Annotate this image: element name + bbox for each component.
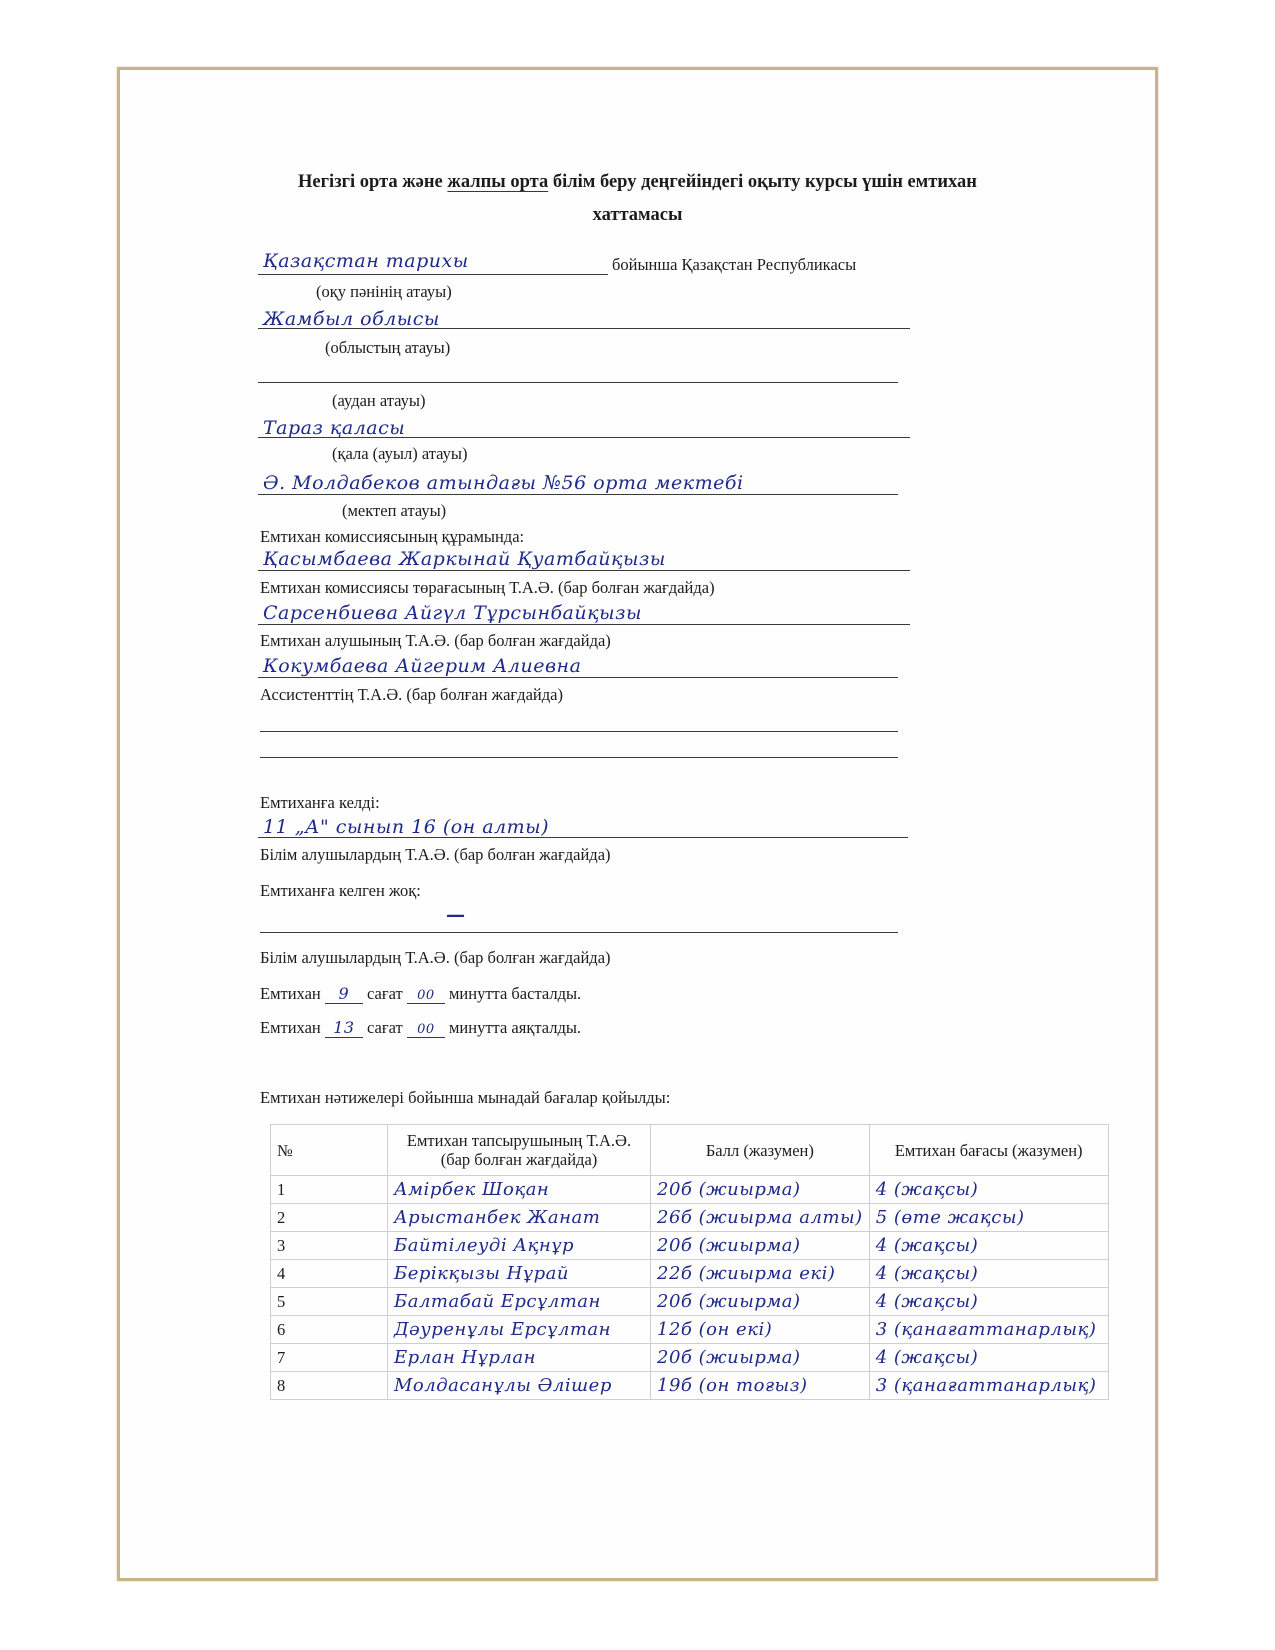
row-grade-cell	[869, 1204, 1108, 1232]
row-number-cell	[271, 1204, 388, 1232]
row-student-name-cell	[388, 1260, 651, 1288]
attended-field[interactable]: 11 „А" сынып 16 (он алты)	[263, 816, 550, 838]
assistant-caption: Ассистенттің Т.А.Ә. (бар болған жағдайда)	[260, 685, 563, 704]
row-number: 5	[277, 1291, 286, 1311]
end-minute-field[interactable]: 00	[407, 1022, 445, 1038]
assistant-field[interactable]: Кокумбаева Айгерим Алиевна	[263, 655, 582, 677]
absent-caption: Білім алушылардың Т.А.Ә. (бар болған жағдайда)	[260, 948, 611, 967]
row-score[interactable]: 20б (жиырма)	[657, 1291, 801, 1312]
blank-line-2	[260, 757, 898, 758]
table-row	[271, 1316, 1109, 1344]
absent-field[interactable]: —	[446, 904, 466, 926]
title-line-2: хаттамасы	[592, 205, 683, 225]
row-score[interactable]: 20б (жиырма)	[657, 1235, 801, 1256]
row-score-cell	[651, 1204, 870, 1232]
table-row	[271, 1204, 1109, 1232]
row-number-cell	[271, 1344, 388, 1372]
attended-heading: Емтиханға келді:	[260, 793, 380, 812]
row-score-cell	[651, 1232, 870, 1260]
row-number: 3	[277, 1235, 286, 1255]
row-score[interactable]: 20б (жиырма)	[657, 1179, 801, 1200]
chair-field[interactable]: Қасымбаева Жаркынай Қуатбайқызы	[263, 548, 666, 570]
start-minute-field[interactable]: 00	[407, 988, 445, 1004]
row-number: 8	[277, 1375, 286, 1395]
row-student-name-cell	[388, 1316, 651, 1344]
city-underline	[258, 437, 910, 438]
district-caption: (аудан атауы)	[332, 391, 426, 410]
row-student-name-cell	[388, 1344, 651, 1372]
row-score-cell	[651, 1260, 870, 1288]
region-field[interactable]: Жамбыл облысы	[263, 308, 440, 330]
assistant-underline	[258, 677, 898, 678]
start-suffix: минутта басталды.	[448, 984, 582, 1003]
row-grade-cell	[869, 1232, 1108, 1260]
row-grade[interactable]: 4 (жақсы)	[875, 1347, 979, 1368]
row-student-name[interactable]: Ерлан Нұрлан	[394, 1347, 536, 1368]
row-student-name-cell	[388, 1372, 651, 1400]
title-part-1: Негізгі орта және	[298, 172, 448, 192]
district-underline	[258, 382, 898, 383]
row-student-name[interactable]: Дәуренұлы Ерсұлтан	[394, 1319, 612, 1340]
attended-underline	[258, 837, 908, 838]
region-underline	[258, 328, 910, 329]
col-grade: Емтихан бағасы (жазумен)	[869, 1125, 1108, 1176]
examiner-field[interactable]: Сарсенбиева Айгүл Тұрсынбайқызы	[263, 602, 642, 624]
row-score[interactable]: 19б (он тоғыз)	[657, 1375, 808, 1396]
subject-underline	[258, 274, 608, 275]
row-grade-cell	[869, 1288, 1108, 1316]
document-title	[120, 166, 1155, 232]
table-row	[271, 1372, 1109, 1400]
row-grade[interactable]: 3 (қанағаттанарлық)	[875, 1319, 1097, 1340]
col-score: Балл (жазумен)	[651, 1125, 870, 1176]
table-row	[271, 1176, 1109, 1204]
title-underlined-level: жалпы орта	[447, 172, 549, 192]
results-table	[270, 1124, 1109, 1400]
col-number: №	[271, 1125, 388, 1176]
row-grade-cell	[869, 1260, 1108, 1288]
blank-line-1	[260, 731, 898, 732]
commission-heading: Емтихан комиссиясының құрамында:	[260, 527, 525, 546]
results-heading: Емтихан нәтижелері бойынша мынадай бағалар қойылды:	[260, 1088, 671, 1107]
row-student-name[interactable]: Байтілеуді Ақнұр	[394, 1235, 574, 1256]
row-student-name-cell	[388, 1288, 651, 1316]
start-mid: сағат	[367, 984, 403, 1003]
row-grade[interactable]: 4 (жақсы)	[875, 1235, 979, 1256]
row-grade[interactable]: 4 (жақсы)	[875, 1263, 979, 1284]
row-score-cell	[651, 1372, 870, 1400]
row-number-cell	[271, 1260, 388, 1288]
row-grade-cell	[869, 1316, 1108, 1344]
title-part-2: білім беру деңгейіндегі оқыту курсы үшін емтихан	[548, 172, 977, 192]
row-number-cell	[271, 1316, 388, 1344]
table-row	[271, 1260, 1109, 1288]
protocol-sheet	[117, 67, 1158, 1581]
table-row	[271, 1232, 1109, 1260]
row-score[interactable]: 26б (жиырма алты)	[657, 1207, 863, 1228]
row-grade-cell	[869, 1176, 1108, 1204]
row-score-cell	[651, 1344, 870, 1372]
examiner-underline	[258, 624, 910, 625]
row-student-name[interactable]: Берікқызы Нұрай	[394, 1263, 569, 1284]
school-field[interactable]: Ә. Молдабеков атындағы №56 орта мектебі	[263, 472, 744, 494]
end-hour-field[interactable]: 13	[325, 1018, 363, 1038]
row-score-cell	[651, 1316, 870, 1344]
chair-underline	[258, 570, 910, 571]
table-row	[271, 1288, 1109, 1316]
region-caption: (облыстың атауы)	[325, 338, 451, 357]
school-caption: (мектеп атауы)	[342, 501, 447, 520]
row-grade-cell	[869, 1372, 1108, 1400]
row-student-name[interactable]: Молдасанұлы Әлішер	[394, 1375, 612, 1396]
col-name	[388, 1125, 651, 1176]
row-number-cell	[271, 1232, 388, 1260]
row-number: 6	[277, 1319, 286, 1339]
school-underline	[258, 494, 898, 495]
end-mid: сағат	[367, 1018, 403, 1037]
end-prefix: Емтихан	[260, 1018, 321, 1037]
chair-caption: Емтихан комиссиясы төрағасының Т.А.Ә. (бар болған жағдайда)	[260, 578, 715, 597]
row-student-name[interactable]: Арыстанбек Жанат	[394, 1207, 601, 1228]
examiner-caption: Емтихан алушының Т.А.Ә. (бар болған жағдайда)	[260, 631, 611, 650]
city-field[interactable]: Тараз қаласы	[263, 417, 406, 439]
row-number-cell	[271, 1288, 388, 1316]
start-hour-field[interactable]: 9	[325, 984, 363, 1004]
start-prefix: Емтихан	[260, 984, 321, 1003]
row-student-name[interactable]: Амірбек Шоқан	[394, 1179, 550, 1200]
row-number: 4	[277, 1263, 286, 1283]
results-header-row	[271, 1125, 1109, 1176]
row-grade-cell	[869, 1344, 1108, 1372]
attended-caption: Білім алушылардың Т.А.Ә. (бар болған жағдайда)	[260, 845, 611, 864]
row-score[interactable]: 22б (жиырма екі)	[657, 1263, 836, 1284]
row-score[interactable]: 12б (он екі)	[657, 1319, 773, 1340]
row-student-name-cell	[388, 1232, 651, 1260]
end-suffix: минутта аяқталды.	[448, 1018, 582, 1037]
absent-underline	[260, 932, 898, 933]
row-student-name-cell	[388, 1204, 651, 1232]
absent-heading: Емтиханға келген жоқ:	[260, 881, 421, 900]
row-grade[interactable]: 4 (жақсы)	[875, 1179, 979, 1200]
row-score[interactable]: 20б (жиырма)	[657, 1347, 801, 1368]
row-number-cell	[271, 1372, 388, 1400]
row-number: 2	[277, 1207, 286, 1227]
row-number: 7	[277, 1347, 286, 1367]
subject-caption: (оқу пәнінің атауы)	[316, 282, 452, 301]
row-score-cell	[651, 1288, 870, 1316]
end-time-row	[260, 1018, 581, 1038]
row-number: 1	[277, 1179, 286, 1199]
start-time-row	[260, 984, 581, 1004]
row-number-cell	[271, 1176, 388, 1204]
row-grade[interactable]: 4 (жақсы)	[875, 1291, 979, 1312]
row-score-cell	[651, 1176, 870, 1204]
city-caption: (қала (ауыл) атауы)	[332, 444, 468, 463]
subject-suffix: бойынша Қазақстан Республикасы	[612, 255, 857, 274]
row-grade[interactable]: 5 (өте жақсы)	[875, 1207, 1025, 1228]
table-row	[271, 1344, 1109, 1372]
row-student-name-cell	[388, 1176, 651, 1204]
row-student-name[interactable]: Балтабай Ерсұлтан	[394, 1291, 601, 1312]
row-grade[interactable]: 3 (қанағаттанарлық)	[875, 1375, 1097, 1396]
subject-field[interactable]: Қазақстан тарихы	[263, 250, 469, 272]
col-name-label: Емтихан тапсырушының Т.А.Ә. (бар болған жағдайда)	[406, 1131, 632, 1169]
